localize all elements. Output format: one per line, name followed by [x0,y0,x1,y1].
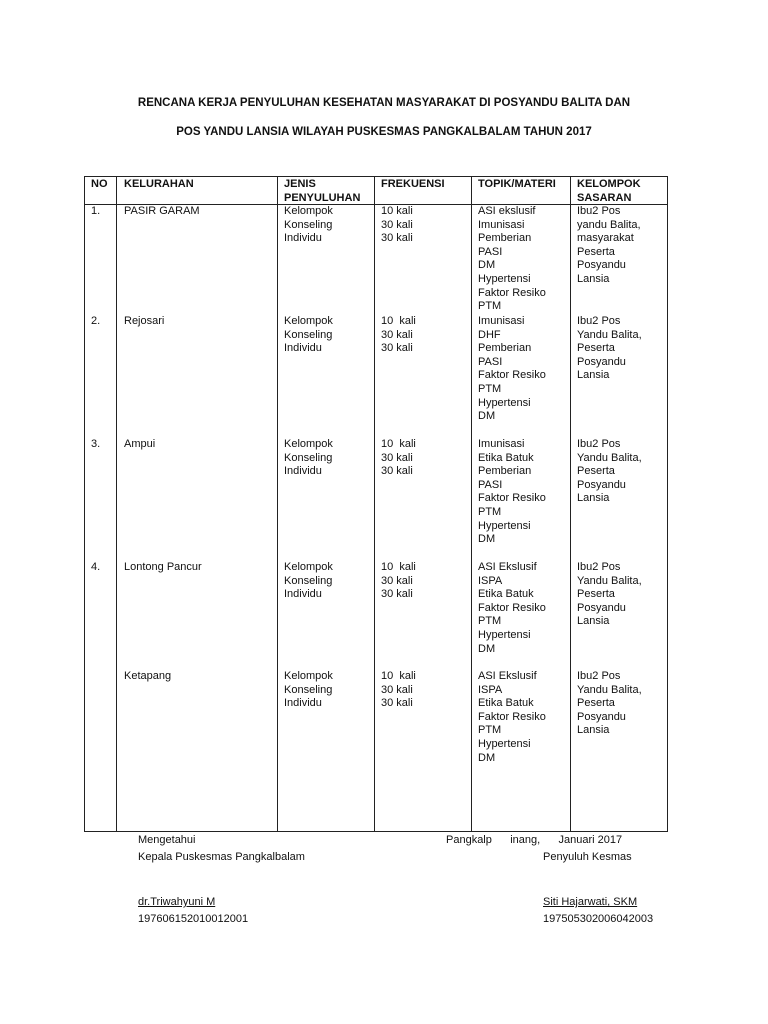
row-jenis: Kelompok Konseling Individu [284,315,333,355]
place-date: Pangkalp inang, Januari 2017 [446,834,623,846]
row-sasaran: Ibu2 Pos Yandu Balita, Peserta Posyandu Lansia [577,438,642,505]
header-kelurahan: KELURAHAN [124,178,194,190]
row-sasaran: Ibu2 Pos Yandu Balita, Peserta Posyandu Lansia [577,670,642,737]
mengetahui-label: Mengetahui [138,834,196,846]
right-signatory-nip: 197505302006042003 [543,913,654,925]
row-kelurahan: Ketapang [124,670,172,682]
document-title-line-2: POS YANDU LANSIA WILAYAH PUSKESMAS PANGKALBALAM TAHUN 2017 [176,126,592,138]
row-kelurahan: PASIR GARAM [124,205,200,217]
row-frekuensi: 10 kali 30 kali 30 kali [381,205,413,245]
row-sasaran: Ibu2 Pos Yandu Balita, Peserta Posyandu Lansia [577,561,642,628]
row-topik: ASI ekslusif Imunisasi Pemberian PASI DM Hypertensi Faktor Resiko PTM [478,205,546,313]
column-divider [471,176,472,832]
row-sasaran: Ibu2 Pos Yandu Balita, Peserta Posyandu Lansia [577,315,642,382]
right-signatory-name: Siti Hajarwati, SKM [543,896,638,908]
row-no: 1. [91,205,101,217]
row-frekuensi: 10 kali 30 kali 30 kali [381,670,416,710]
row-frekuensi: 10 kali 30 kali 30 kali [381,561,416,601]
document-title-line-1: RENCANA KERJA PENYULUHAN KESEHATAN MASYARAKAT DI POSYANDU BALITA DAN [137,97,631,109]
row-topik: ASI Ekslusif ISPA Etika Batuk Faktor Resiko PTM Hypertensi DM [478,670,546,764]
header-kelompok-sasaran: KELOMPOK SASARAN [577,178,641,204]
row-sasaran: Ibu2 Pos yandu Balita, masyarakat Peserta Posyandu Lansia [577,205,641,285]
row-jenis: Kelompok Konseling Individu [284,205,333,245]
row-frekuensi: 10 kali 30 kali 30 kali [381,315,416,355]
header-topik-materi: TOPIK/MATERI [478,178,556,190]
row-no: 4. [91,561,101,573]
row-topik: Imunisasi DHF Pemberian PASI Faktor Resiko PTM Hypertensi DM [478,315,546,423]
column-divider [116,176,117,832]
penyuluh-kesmas-label: Penyuluh Kesmas [543,851,632,863]
row-jenis: Kelompok Konseling Individu [284,438,333,478]
row-topik: ASI Ekslusif ISPA Etika Batuk Faktor Resiko PTM Hypertensi DM [478,561,546,655]
header-no: NO [91,178,108,190]
column-divider [570,176,571,832]
column-divider [374,176,375,832]
row-kelurahan: Ampui [124,438,156,450]
header-jenis-penyuluhan: JENIS PENYULUHAN [284,178,361,204]
row-frekuensi: 10 kali 30 kali 30 kali [381,438,416,478]
row-jenis: Kelompok Konseling Individu [284,670,333,710]
kepala-puskesmas-label: Kepala Puskesmas Pangkalbalam [138,851,305,863]
row-no: 2. [91,315,101,327]
left-signatory-nip: 197606152010012001 [138,913,249,925]
row-no: 3. [91,438,101,450]
column-divider [277,176,278,832]
row-topik: Imunisasi Etika Batuk Pemberian PASI Faktor Resiko PTM Hypertensi DM [478,438,546,546]
row-jenis: Kelompok Konseling Individu [284,561,333,601]
row-kelurahan: Rejosari [124,315,165,327]
left-signatory-name: dr.Triwahyuni M [138,896,216,908]
row-kelurahan: Lontong Pancur [124,561,202,573]
header-frekuensi: FREKUENSI [381,178,445,190]
